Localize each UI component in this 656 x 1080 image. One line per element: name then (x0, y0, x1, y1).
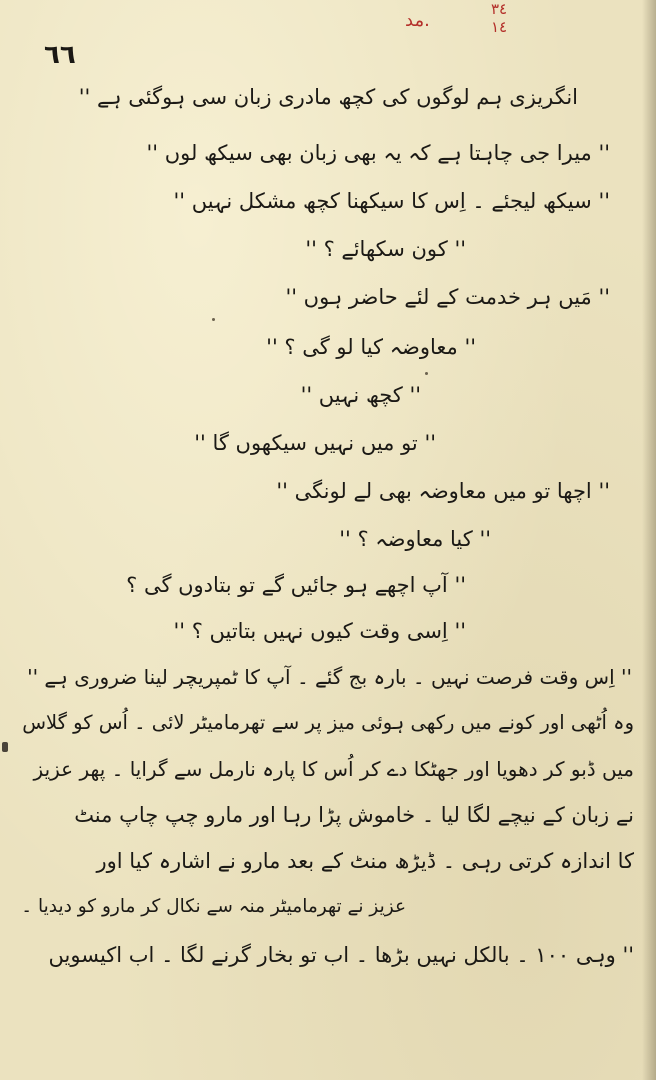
text-line: نے زبان کے نیچے لگا لیا ۔ خاموش پڑا رہا اور مارو چپ چاپ منٹ (74, 803, 634, 827)
text-line: '' کچھ نہیں '' (300, 383, 421, 407)
paper-speck (425, 372, 428, 375)
text-line: '' آپ اچھے ہو جائیں گے تو بتادوں گی ؟ (126, 573, 466, 597)
margin-mark (2, 742, 8, 752)
text-line: '' وہی ۱۰۰ ۔ بالکل نہیں بڑھا ۔ اب تو بخار گرنے لگا ۔ اب اکیسویں (48, 943, 634, 967)
text-line: '' اِسی وقت کیوں نہیں بتاتیں ؟ '' (173, 619, 466, 643)
page-number: ٦٦ (44, 40, 76, 70)
text-line: وہ اُٹھی اور کونے میں رکھی ہوئی میز پر سے تھرمامیٹر لائی ۔ اُس کو گلاس (22, 711, 634, 734)
text-line: '' معاوضہ کیا لو گی ؟ '' (266, 335, 476, 359)
annotation-bottom: ١٤ (491, 18, 508, 36)
text-line: '' سیکھ لیجئے ۔ اِس کا سیکھنا کچھ مشکل نہیں '' (173, 189, 610, 213)
annotation-left: مد. (405, 10, 430, 31)
text-line: انگریزی ہم لوگوں کی کچھ مادری زبان سی ہوگئی ہے '' (78, 85, 578, 109)
text-line: '' مَیں ہر خدمت کے لئے حاضر ہوں '' (285, 285, 610, 309)
annotation-top: ٣٤ (491, 0, 508, 18)
text-line: عزیز نے تھرمامیٹر منہ سے نکال کر مارو کو دیدیا ۔ (21, 896, 406, 917)
text-line: '' اچھا تو میں معاوضہ بھی لے لونگی '' (276, 479, 610, 503)
text-line: '' اِس وقت فرصت نہیں ۔ بارہ بج گئے ۔ آپ کا ٹمپریچر لینا ضروری ہے '' (27, 665, 632, 689)
text-line: '' تو میں نہیں سیکھوں گا '' (194, 431, 436, 455)
text-line: کا اندازہ کرتی رہی ۔ ڈیڑھ منٹ کے بعد مارو نے اشارہ کیا اور (96, 849, 634, 873)
paper-speck (212, 318, 215, 321)
text-line: '' کون سکھائے ؟ '' (305, 237, 466, 261)
text-line: میں ڈبو کر دھویا اور جھٹکا دے کر اُس کا پارہ نارمل سے گرایا ۔ پھر عزیز (33, 757, 634, 781)
text-line: '' کیا معاوضہ ؟ '' (339, 527, 491, 551)
text-line: '' میرا جی چاہتا ہے کہ یہ بھی زبان بھی سیکھ لوں '' (146, 141, 610, 165)
